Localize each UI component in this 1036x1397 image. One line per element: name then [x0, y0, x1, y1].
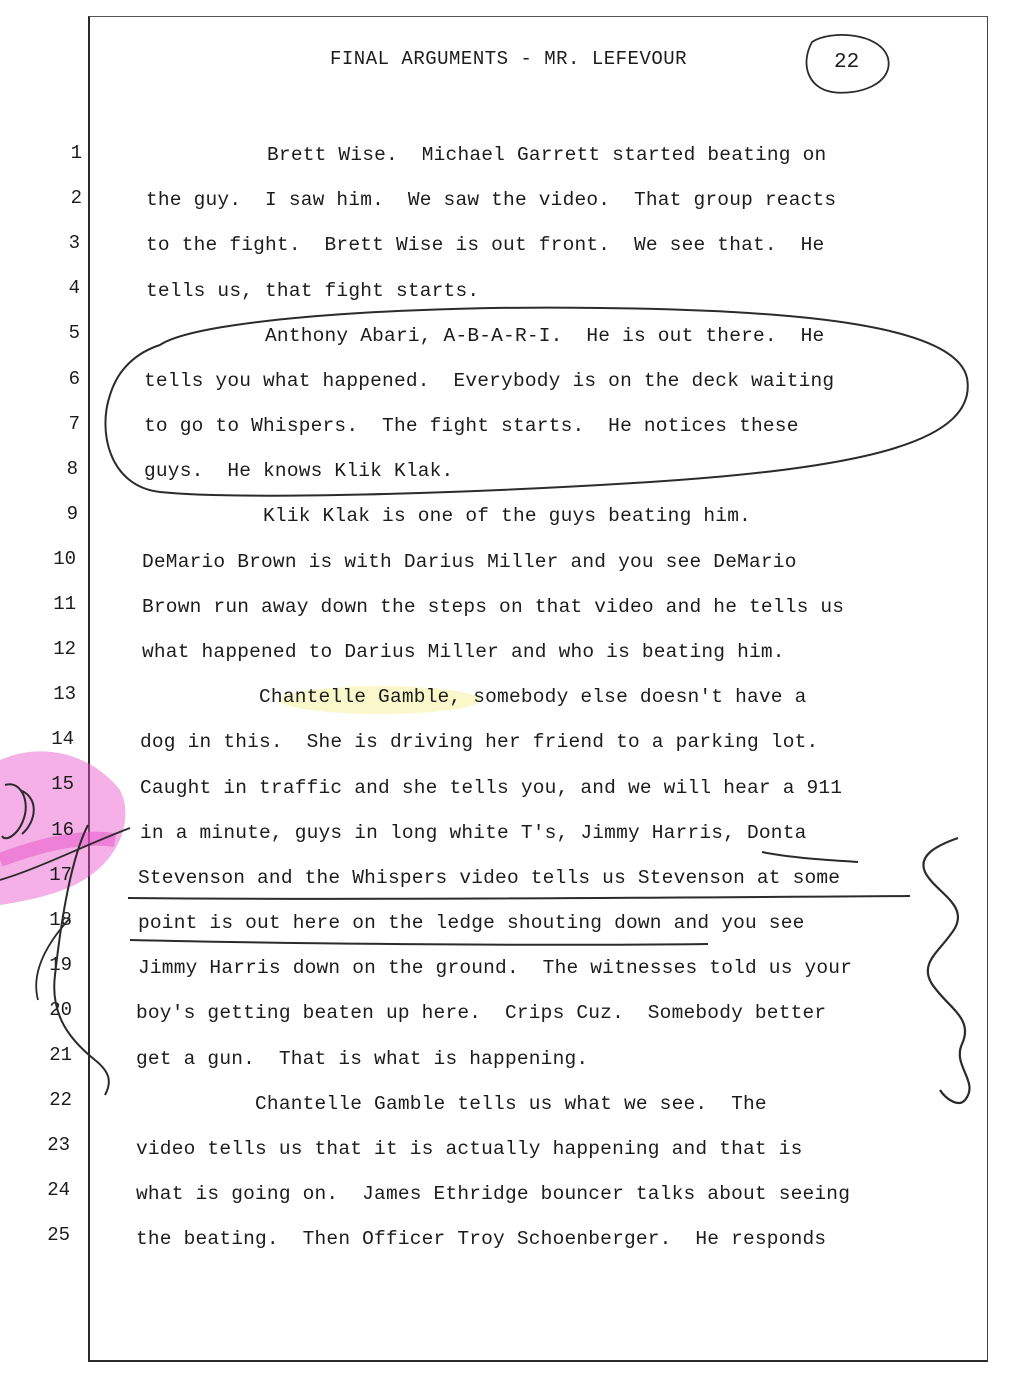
transcript-line: boy's getting beaten up here. Crips Cuz. Somebody better — [136, 1002, 827, 1025]
transcript-line: in a minute, guys in long white T's, Jimmy Harris, Donta — [140, 821, 807, 844]
transcript-line: Chantelle Gamble, somebody else doesn't have a — [140, 686, 807, 709]
transcript-line: Klik Klak is one of the guys beating him. — [144, 505, 751, 528]
line-number: 1 — [70, 142, 82, 164]
transcript-line: the beating. Then Officer Troy Schoenberger. He responds — [136, 1228, 827, 1251]
transcript-line: video tells us that it is actually happening and that is — [136, 1137, 803, 1160]
line-number: 16 — [51, 818, 74, 841]
line-number: 13 — [53, 683, 76, 706]
line-number: 2 — [70, 187, 82, 210]
transcript-line: what happened to Darius Miller and who is beating him. — [142, 640, 785, 663]
line-number: 15 — [51, 773, 74, 796]
line-number: 22 — [49, 1089, 72, 1112]
line-number: 12 — [53, 638, 76, 661]
transcript-line: get a gun. That is what is happening. — [136, 1047, 589, 1070]
page-header-title: FINAL ARGUMENTS - MR. LEFEVOUR — [330, 48, 688, 70]
transcript-line: to the fight. Brett Wise is out front. We see that. He — [146, 234, 825, 257]
line-number: 9 — [66, 502, 78, 525]
transcript-line: Brett Wise. Michael Garrett started beating on — [148, 144, 827, 166]
transcript-line: point is out here on the ledge shouting down and you see — [138, 912, 805, 935]
line-number: 25 — [47, 1224, 70, 1247]
transcript-line: Chantelle Gamble tells us what we see. The — [136, 1092, 767, 1115]
line-number: 19 — [49, 953, 72, 976]
transcript-line: tells us, that fight starts. — [146, 279, 480, 302]
line-number: 14 — [51, 728, 74, 751]
transcript-line: the guy. I saw him. We saw the video. That group reacts — [146, 189, 837, 212]
line-number: 17 — [49, 863, 72, 886]
line-number: 21 — [49, 1044, 72, 1066]
transcript-line: tells you what happened. Everybody is on the deck waiting — [144, 369, 835, 392]
transcript-line: Stevenson and the Whispers video tells us Stevenson at some — [138, 866, 841, 889]
line-number: 11 — [53, 593, 76, 615]
line-number: 5 — [68, 322, 80, 345]
line-number: 18 — [49, 908, 72, 931]
page-number: 22 — [834, 51, 860, 74]
line-number: 20 — [49, 998, 72, 1021]
transcript-line: Jimmy Harris down on the ground. The witnesses told us your — [138, 957, 853, 980]
line-number: 6 — [68, 367, 80, 390]
transcript-line: Brown run away down the steps on that video and he tells us — [142, 595, 845, 618]
transcript-line: guys. He knows Klik Klak. — [144, 460, 454, 483]
transcript-line: to go to Whispers. The fight starts. He notices these — [144, 415, 799, 438]
transcript-line: Anthony Abari, A-B-A-R-I. He is out there. He — [146, 324, 825, 347]
line-number: 23 — [47, 1134, 70, 1157]
transcript-line: DeMario Brown is with Darius Miller and you see DeMario — [142, 550, 797, 573]
line-number: 24 — [47, 1179, 70, 1202]
line-number: 8 — [66, 457, 78, 480]
line-number: 3 — [68, 232, 80, 255]
line-number: 4 — [68, 277, 80, 300]
line-number: 10 — [53, 547, 76, 570]
line-number: 7 — [68, 412, 80, 435]
transcript-line: what is going on. James Ethridge bouncer talks about seeing — [136, 1183, 851, 1206]
transcript-line: Caught in traffic and she tells you, and we will hear a 911 — [140, 776, 843, 799]
transcript-line: dog in this. She is driving her friend to a parking lot. — [140, 731, 819, 754]
